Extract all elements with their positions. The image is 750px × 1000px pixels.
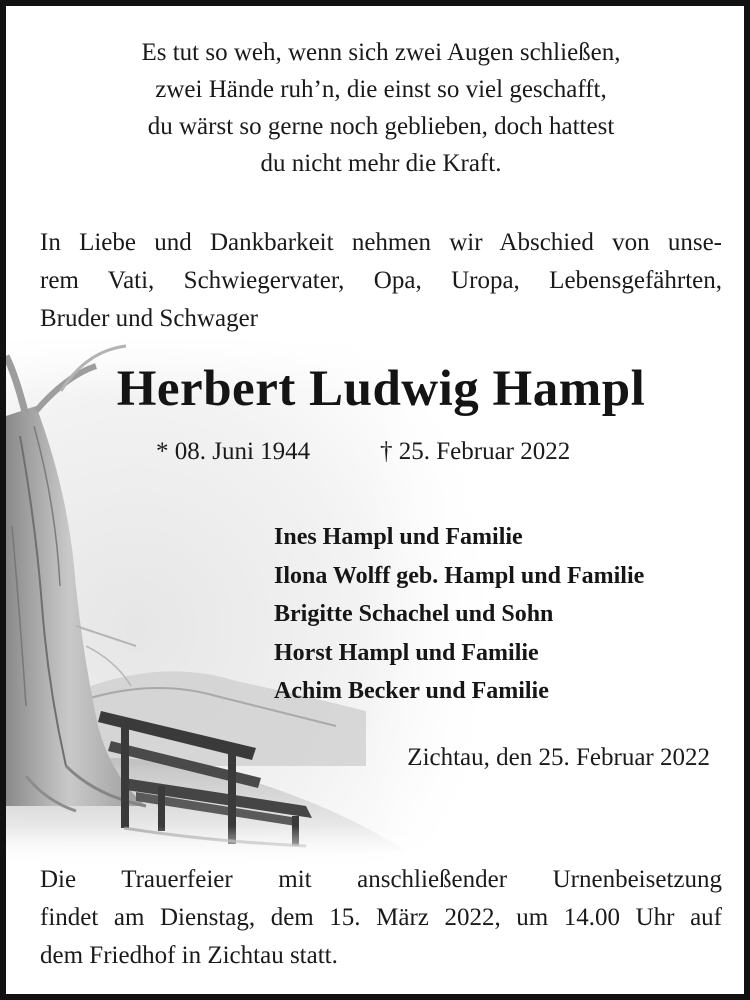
mourner-entry: Ilona Wolff geb. Hampl und Familie [274,562,645,589]
mourner-entry: Ines Hampl und Familie [274,524,523,550]
farewell-intro [40,224,722,338]
poem-line: Es tut so weh, wenn sich zwei Augen schließen, [141,39,621,66]
death-date: † 25. Februar 2022 [380,438,571,465]
funeral-line: dem Friedhof in Zichtau statt. [40,942,338,969]
deceased-name: Herbert Ludwig Hampl [116,361,646,417]
poem-line: du wärst so gerne noch geblieben, doch hattest [147,113,615,140]
memorial-poem [6,34,750,182]
intro-line: Bruder und Schwager [40,305,258,332]
birth-date: * 08. Juni 1944 [156,438,311,465]
mourners-list [274,518,644,711]
funeral-details [40,861,722,975]
poem-line: zwei Hände ruh’n, die einst so viel geschafft, [155,76,607,103]
place-and-date: Zichtau, den 25. Februar 2022 [407,744,710,771]
intro-line: rem Vati, Schwiegervater, Opa, Uropa, Lebensgefährten, [40,267,722,294]
mourner-entry: Horst Hampl und Familie [274,639,539,666]
poem-line: du nicht mehr die Kraft. [260,150,502,177]
funeral-line: Die Trauerfeier mit anschließender Urnenbeisetzung [40,866,722,893]
mourner-entry: Brigitte Schachel und Sohn [274,601,554,627]
funeral-line: findet am Dienstag, dem 15. März 2022, um 14.00 Uhr auf [40,904,722,931]
mourner-entry: Achim Becker und Familie [274,678,549,704]
intro-line: In Liebe und Dankbarkeit nehmen wir Abschied von unse- [40,229,722,256]
